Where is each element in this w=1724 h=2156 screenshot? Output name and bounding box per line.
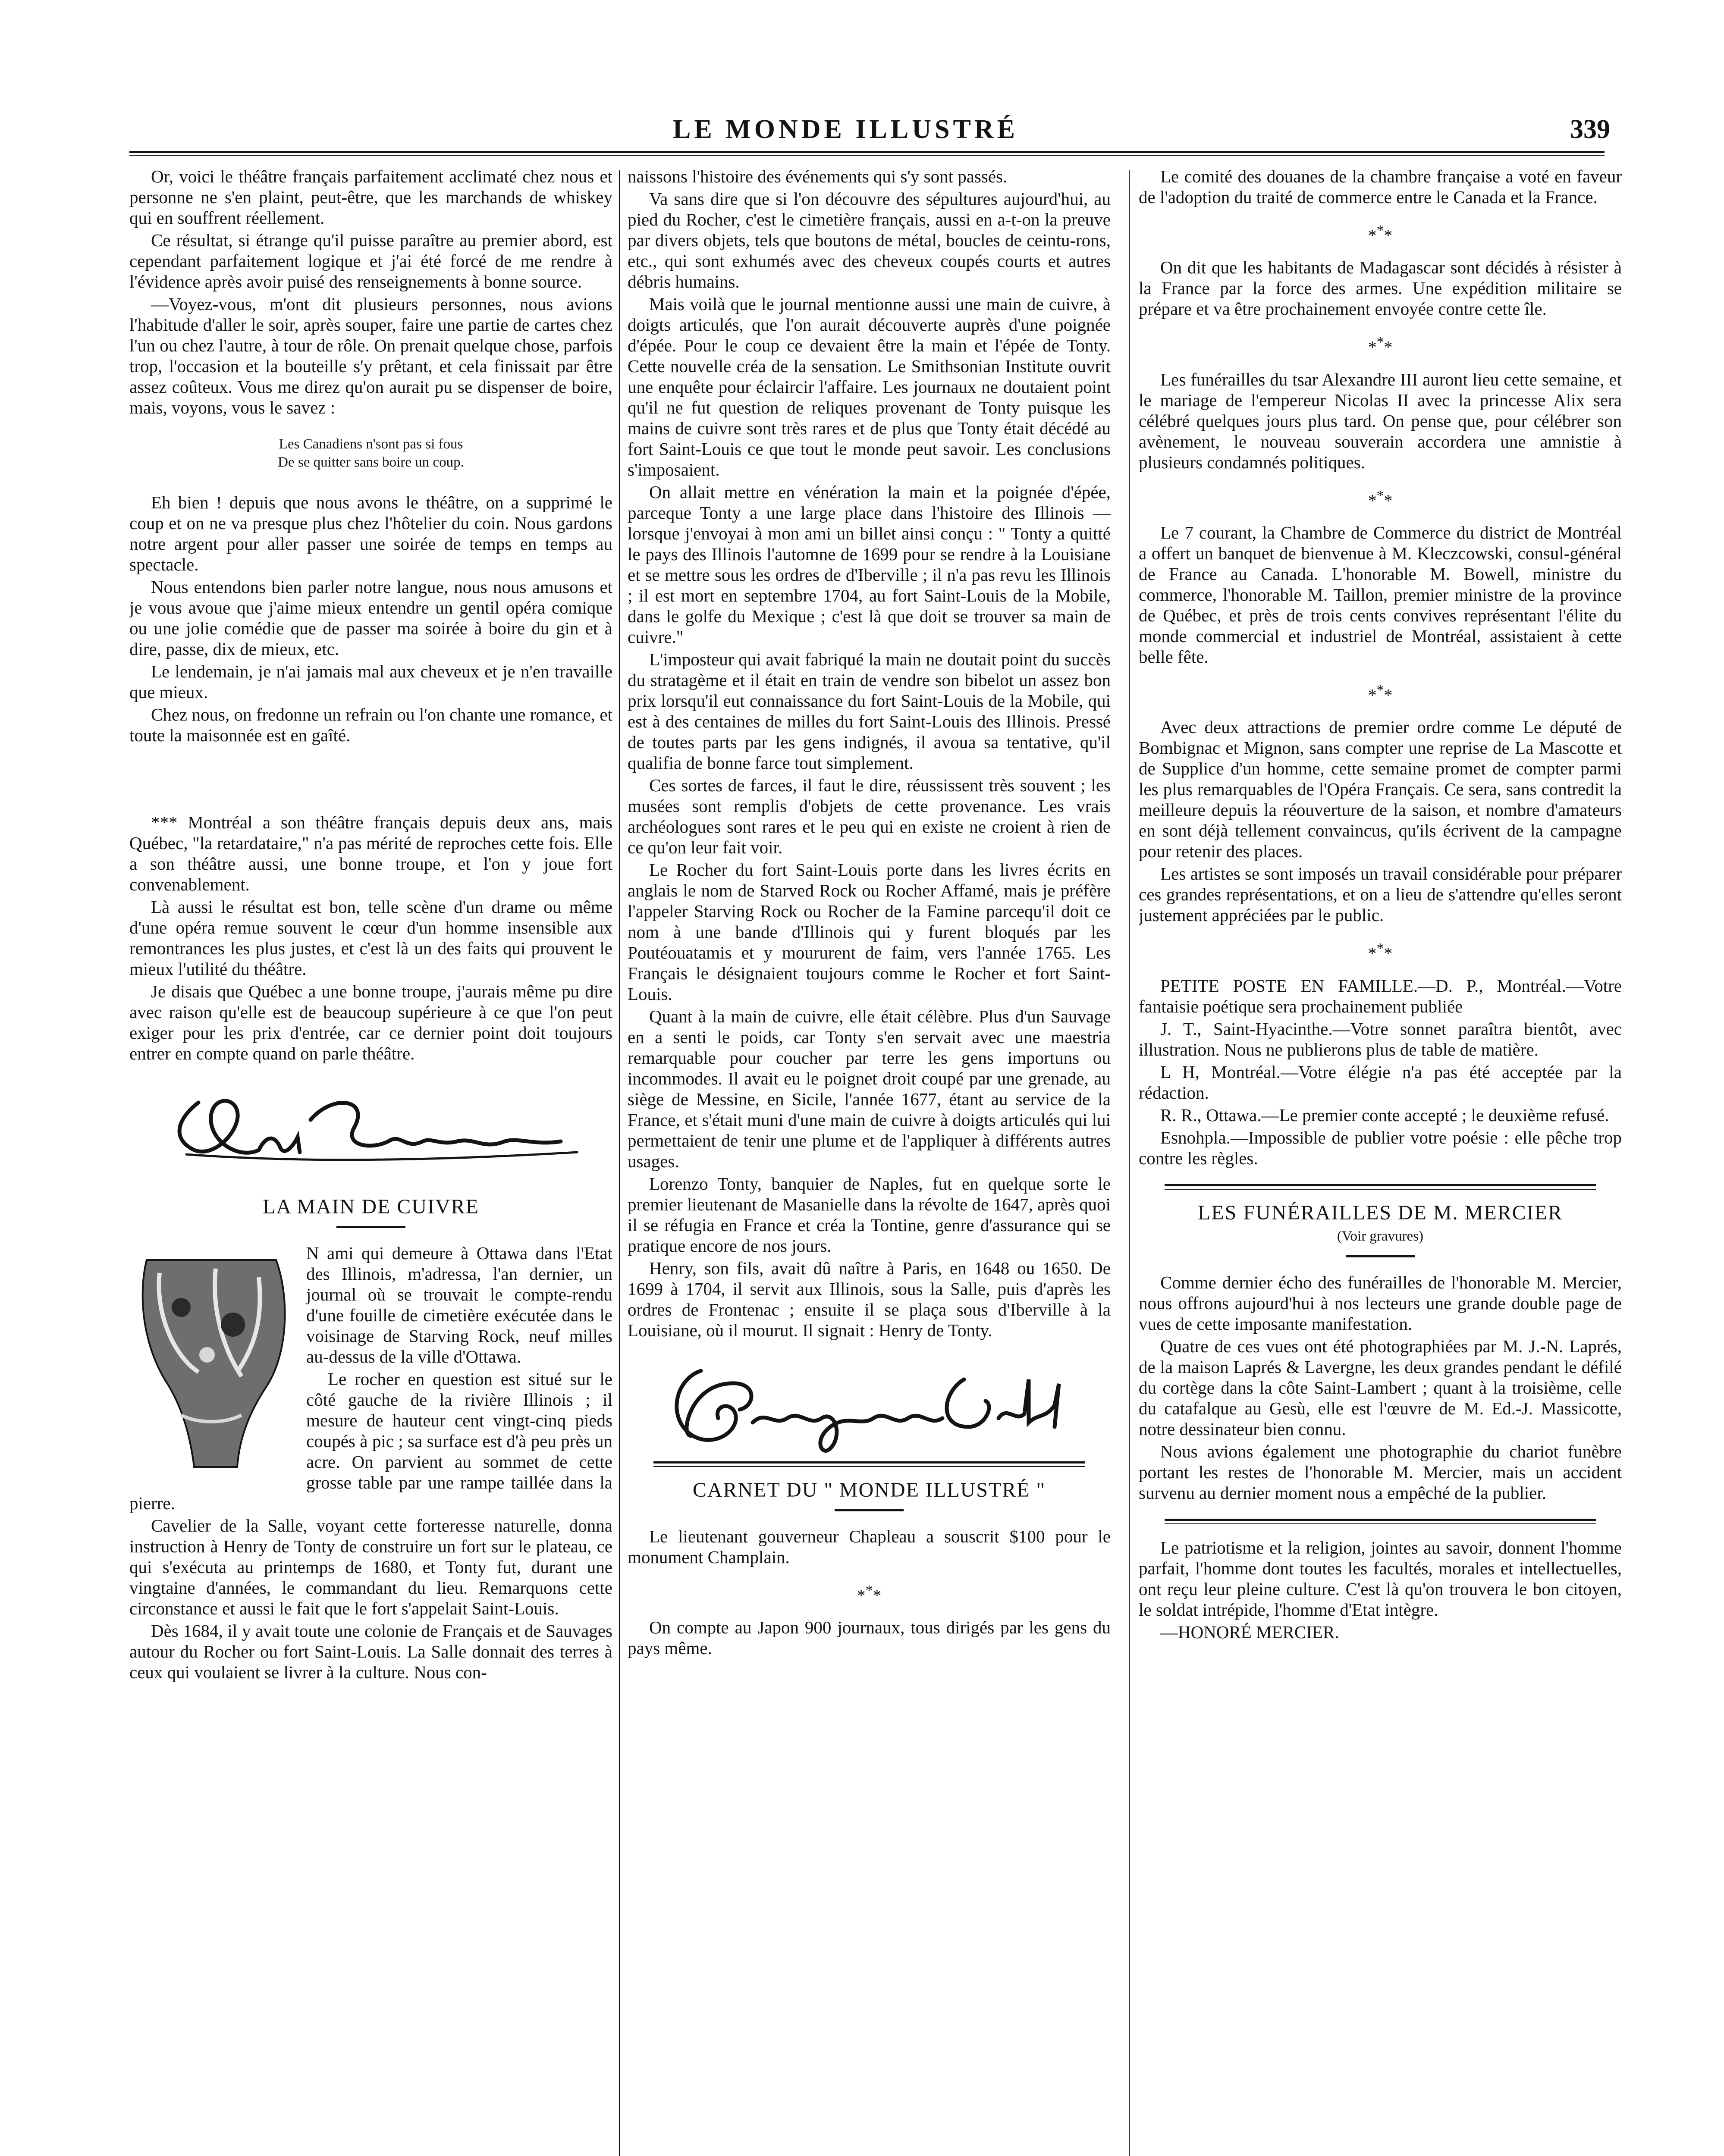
paragraph: On compte au Japon 900 journaux, tous dirigés par les gens du pays même. [628,1617,1111,1658]
section-rule [1165,1184,1596,1190]
masthead [0,110,1724,149]
paragraph: On allait mettre en vénération la main et la poignée d'épée, parceque Tonty a une large place dans l'histoire des Illinois — lorsque j'envoyai à mon ami un billet ainsi conçu : " Tonty a quitté le pays des Illinois l'automne de 1699 pour se rendre à la Louisiane et se mettre sous les ordres de d'Iberville ; il n'a pas revu les Illinois ; il est mort en septembre 1704, au fort Saint-Louis de la Mobile, dans le golfe du Mexique ; c'est là que doit se trouver sa main de cuivre." [628,482,1111,647]
header-rule [129,151,1605,156]
separator-asterism: *** [1368,682,1393,705]
section-rule [653,1461,1085,1467]
paragraph: naissons l'histoire des événements qui s'y sont passés. [628,166,1008,186]
paragraph: Chez nous, on fredonne un refrain ou l'on chante une romance, et toute la maisonnée est en gaîté. [129,705,612,745]
paragraph: On dit que les habitants de Madagascar sont décidés à résister à la France par la force des armes. Une expédition militaire se prépare et va être prochainement envoyée contre cette île. [1139,257,1622,319]
paragraph: Le lendemain, je n'ai jamais mal aux cheveux et je n'en travaille que mieux. [129,661,612,702]
paragraph: N ami qui demeure à Ottawa dans l'Etat des Illinois, m'adressa, l'an dernier, un journal où se trouvait le compte-rendu d'une fouille de cimetière exécutée dans le voisinage de Starving Rock, neuf milles au-dessus de la ville d'Ottawa. [306,1243,612,1366]
paragraph: Le 7 courant, la Chambre de Commerce du district de Montréal a offert un banquet de bienvenue à M. Kleczcowski, consul-général de France au Canada. L'honorable M. Bowell, ministre du commerce, l'honorable M. Taillon, premier ministre de la province de Québec, et près de trois cents convives représentant l'élite du monde commercial et industriel de Montréal, assistaient à cette belle fête. [1139,522,1622,667]
paragraph: Je disais que Québec a une bonne troupe, j'aurais même pu dire avec raison qu'elle est de beaucoup supérieure à ce que l'on peut exiger pour les prix d'entrée, car ce dernier point doit toujours entrer en compte quand on parle théâtre. [129,981,612,1063]
heading-rule [1346,1255,1415,1257]
column-2 [628,166,1111,2156]
paragraph: Là aussi le résultat est bon, telle scène d'un drame ou même d'une opéra remue souvent le cœur d'un homme insensible aux remontrances les plus justes, et c'est là un des faits qui prouvent le mieux l'utilité du théâtre. [129,897,612,979]
heading-rule [336,1226,405,1228]
verse-line: Les Canadiens n'sont pas si fous [279,436,463,452]
paragraph: Ce résultat, si étrange qu'il puisse paraître au premier abord, est cependant parfaitement logique et j'ai été forcé de me rendre à l'évidence après avoir puisé des renseignements à bonne source. [129,230,612,291]
author-signature [129,1077,612,1176]
paragraph: Le comité des douanes de la chambre française a voté en faveur de l'adoption du traité de commerce entre le Canada et la France. [1139,166,1622,207]
section-rule [1165,1519,1596,1524]
quotation: Le patriotisme et la religion, jointes au savoir, donnent l'homme parfait, l'homme dont toutes les facultés, morales et intellectuelles, ont reçu leur pleine culture. C'est là qu'on trouvera le bon citoyen, le soldat intrépide, l'homme d'Etat intègre. [1139,1537,1622,1620]
author-signature [628,1354,1111,1457]
quotation-author: —HONORÉ MERCIER. [1160,1622,1339,1642]
paragraph: Eh bien ! depuis que nous avons le théâtre, on a supprimé le coup et on ne va presque plus chez l'hôtelier du coin. Nous gardons notre argent pour aller passer une soirée de temps en temps au spectacle. [129,492,612,574]
paragraph: Les funérailles du tsar Alexandre III auront lieu cette semaine, et le mariage de l'empereur Nicolas II avec la princesse Alix sera célébré quelques jours plus tard. On pense que, pour célébrer son avènement, le nouveau souverain accordera une amnistie à plusieurs condamnés politiques. [1139,369,1622,472]
paragraph: Comme dernier écho des funérailles de l'honorable M. Mercier, nous offrons aujourd'hui à nos lecteurs une grande double page de vues de cette imposante manifestation. [1139,1272,1622,1334]
column-rule [1129,170,1130,2156]
paragraph: Nous avions également une photographie du chariot funèbre portant les restes de l'honorable M. Mercier, mais un accident survenu au dernier moment nous a empêché de la publier. [1139,1441,1622,1503]
paragraph: Cavelier de la Salle, voyant cette forteresse naturelle, donna instruction à Henry de Tonty de construire un fort sur le plateau, ce qui s'exécuta au printemps de 1680, et Tonty fut, durant une vingtaine d'années, le commandant du lieu. Remarquons cette circonstance et aussi le fait que le fort s'appelait Saint-Louis. [129,1516,612,1618]
paragraph: —Voyez-vous, m'ont dit plusieurs personnes, nous avions l'habitude d'aller le soir, après souper, faire une partie de cartes chez l'un ou chez l'autre, à tour de rôle. On prenait quelque chose, parfois trop, l'occasion et la bouteille s'y prêtant, et cela finissait par être assez coûteux. Vous me direz qu'on aurait pu se dispenser de boire, mais, voyons, vous le savez : [129,294,612,417]
paragraph: Nous entendons bien parler notre langue, nous nous amusons et je vous avoue que j'aime mieux entendre un gentil opéra comique ou une jolie comédie que de passer ma soirée à boire du gin et à dire, passe, dix de mieux, etc. [129,577,612,659]
paragraph: L'imposteur qui avait fabriqué la main ne doutait point du succès du stratagème et il était en train de vendre son bibelot un assez bon prix lorsqu'il eut connaissance du fort Saint-Louis de la Mobile, qui est à des centaines de milles du fort Saint-Louis des Illinois. Pressé de toutes parts par les gens indignés, il avoua sa tentative, qu'il qualifia de bonne farce tout simplement. [628,649,1111,773]
column-3 [1139,166,1622,2156]
section-heading: CARNET DU " MONDE ILLUSTRÉ " [692,1479,1046,1501]
paragraph: Quatre de ces vues ont été photographiées par M. J.-N. Laprés, de la maison Laprés & Lavergne, les deux grandes pendant le défilé du cortège dans la côte Saint-Lambert ; quant à la troisième, celle du catafalque au Gesù, elle est l'œuvre de M. Ed.-J. Massicotte, notre dessinateur bien connu. [1139,1336,1622,1439]
paragraph: Le rocher en question est situé sur le côté gauche de la rivière Illinois ; il mesure de hauteur cent vingt-cinq pieds coupés à pic ; sa surface est d'à peu près un acre. On parvient au sommet de cette grosse table par une rampe taillée dans la pierre. [129,1369,612,1513]
paragraph [1139,975,1622,1017]
paragraph: Dès 1684, il y avait toute une colonie de Français et de Sauvages autour du Rocher ou fort Saint-Louis. La Salle donnait des terres à ceux qui voulaient se livrer à la culture. Nous con- [129,1621,612,1682]
separator-asterism: *** [1368,334,1393,357]
verse [129,435,612,471]
paragraph: Henry, son fils, avait dû naître à Paris, en 1648 ou 1650. De 1699 à 1704, il servit aux Illinois, sous la Salle, puis d'après les ordres de Frontenac ; ensuite il se plaça sous d'Iberville à la Louisiane, où il mourut. Il signait : Henry de Tonty. [628,1258,1111,1340]
hand-illustration [129,1243,298,1484]
paragraph: Quant à la main de cuivre, elle était célèbre. Plus d'un Sauvage en a senti le poids, car Tonty s'en servait avec une maestria remarquable pour coucher par terre les gens importuns ou incommodes. Il avait eu le poignet droit coupé par une grenade, au siège de Messine, en Sicile, l'année 1677, étant au service de la France, et s'était muni d'une main de cuivre à doigts articulés qui lui permettaient de tenir une plume et de l'appliquer à différents autres usages. [628,1006,1111,1171]
paragraph: J. T., Saint-Hyacinthe.—Votre sonnet paraîtra bientôt, avec illustration. Nous ne publierons plus de table de matière. [1139,1018,1622,1059]
paragraph: Ces sortes de farces, il faut le dire, réussissent très souvent ; les musées sont remplis d'objets de cette provenance. Les vrais archéologues sont rares et le peu qui en existe ne croient à rien de ce qu'on leur fait voir. [628,775,1111,857]
separator-asterism: *** [1368,487,1393,510]
article-heading: LA MAIN DE CUIVRE [263,1195,479,1218]
paragraph: *** Montréal a son théâtre français depuis deux ans, mais Québec, "la retardataire," n'a pas mérité de reproches cette fois. Elle a son théâtre aussi, une bonne troupe, et l'on y joue fort convenablement. [129,812,612,894]
paragraph: Le Rocher du fort Saint-Louis porte dans les livres écrits en anglais le nom de Starved Rock ou Rocher Affamé, mais je préfère l'appeler Starving Rock ou Rocher de la Famine parcequ'il doit ce nom à une bande d'Illinois qui y furent bloqués par les Poutéouatamis et y moururent de faim, vers l'année 1765. Les Français le désignaient toujours comme le Rocher et fort Saint-Louis. [628,860,1111,1004]
column-1 [129,166,612,2156]
paragraph: R. R., Ottawa.—Le premier conte accepté ; le deuxième refusé. [1160,1105,1609,1125]
paragraph: Les artistes se sont imposés un travail considérable pour préparer ces grandes représentations, et on a lieu de s'attendre qu'elles seront justement appréciées par le public. [1139,864,1622,925]
column-label: PETITE POSTE EN FAMILLE. [1160,975,1418,996]
paragraph: Le lieutenant gouverneur Chapleau a souscrit $100 pour le monument Champlain. [628,1526,1111,1567]
signature-drawing [129,1077,604,1176]
page-number: 339 [1570,115,1610,144]
copper-hand-drawing [129,1243,298,1484]
section-subheading: (Voir gravures) [1337,1228,1424,1244]
letter-reply: —D. P., Montréal.—Votre fantaisie poétique sera prochainement publiée [1139,975,1622,1016]
paragraph: Lorenzo Tonty, banquier de Naples, fut en quelque sorte le premier lieutenant de Masanielle dans la révolte de 1647, après quoi il se réfugia en France et créa la Tontine, genre d'assurance qui se pratique encore de nos jours. [628,1174,1111,1256]
separator-asterism: *** [857,1583,882,1605]
separator-asterism: *** [1368,222,1393,245]
separator-asterism: *** [1368,940,1393,963]
section-heading: LES FUNÉRAILLES DE M. MERCIER [1197,1201,1563,1224]
heading-rule [835,1509,904,1511]
paragraph: Mais voilà que le journal mentionne aussi une main de cuivre, à doigts articulés, que l'on aurait découverte auprès d'une poignée d'épée. Pour le coup ce devaient être la main et l'épée de Tonty. Cette nouvelle créa de la sensation. Le Smithsonian Institute ouvrit une enquête pour éclaircir l'affaire. Les journaux ne doutaient point qu'il ne fut question de reliques provenant de Tonty puisque les mains de cuivre sont très rares et de plus que Tonty était décédé au fort Saint-Louis ce que tout le monde peut savoir. Les conclusions s'imposaient. [628,294,1111,479]
column-rule [619,170,620,2156]
newspaper-title: LE MONDE ILLUSTRÉ [673,115,1018,144]
paragraph: Esnohpla.—Impossible de publier votre poésie : elle pêche trop contre les règles. [1139,1127,1622,1168]
verse-line: De se quitter sans boire un coup. [278,454,464,470]
spacer [129,747,612,812]
signature-drawing [628,1354,1102,1457]
paragraph: Avec deux attractions de premier ordre comme Le député de Bombignac et Mignon, sans compter une reprise de La Mascotte et de Supplice d'un homme, cette semaine promet de compter parmi les plus remarquables de l'Opéra Français. Ce sera, sans contredit la meilleure depuis la réouverture de la saison, et nombre d'amateurs en sont déjà tellement convaincus, qu'ils écrivent de la campagne pour retenir des places. [1139,717,1622,862]
paragraph: Va sans dire que si l'on découvre des sépultures aujourd'hui, au pied du Rocher, c'est le cimetière français, aussi en a-t-on la preuve par divers objets, tels que boutons de métal, boucles de ceintu-rons, etc., qui sont exhumés avec des cheveux coupés courts et autres débris humains. [628,189,1111,291]
paragraph: Or, voici le théâtre français parfaitement acclimaté chez nous et personne ne s'en plaint, peut-être, que les marchands de whiskey qui en souffrent réellement. [129,166,612,228]
paragraph: L H, Montréal.—Votre élégie n'a pas été acceptée par la rédaction. [1139,1062,1622,1103]
